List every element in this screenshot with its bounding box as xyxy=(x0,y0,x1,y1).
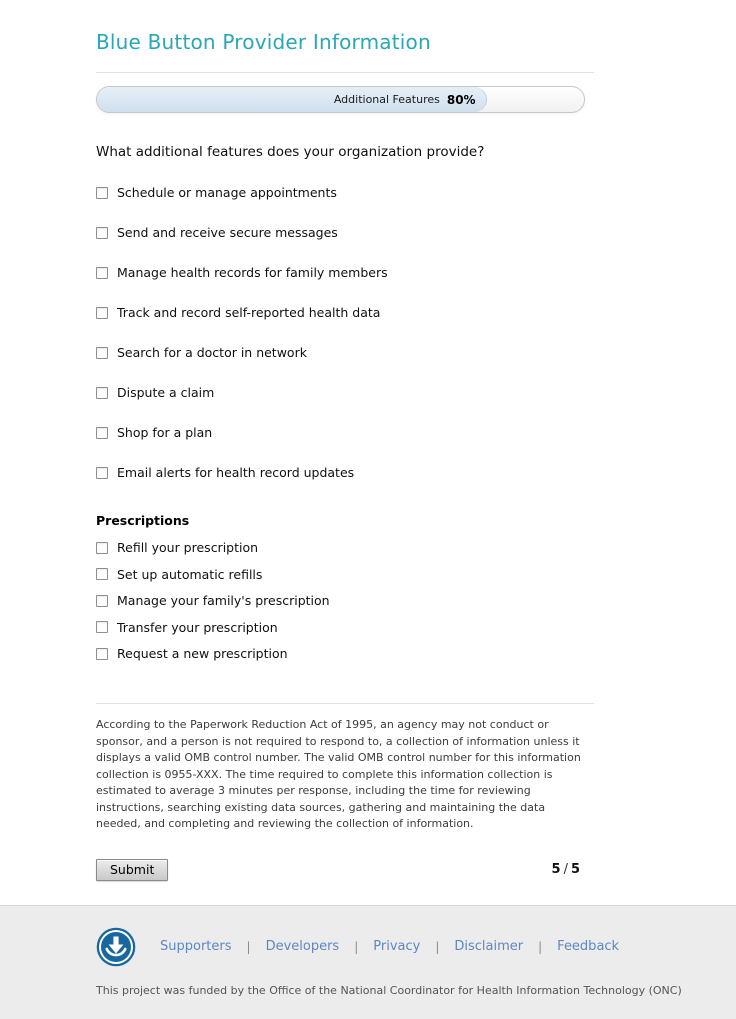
footer-link[interactable]: Privacy xyxy=(373,939,421,954)
page-separator: / xyxy=(563,862,568,877)
feature-option-label: Schedule or manage appointments xyxy=(117,185,337,200)
footer-link-item xyxy=(454,939,557,954)
footer-top-row xyxy=(96,927,736,967)
page-indicator xyxy=(552,862,580,877)
feature-checkbox[interactable] xyxy=(96,227,108,239)
funding-text: This project was funded by the Office of the National Coordinator for Health Information Technology (ONC) xyxy=(96,983,682,997)
submit-row xyxy=(96,859,586,905)
question-text: What additional features does your organization provide? xyxy=(96,144,485,160)
prescriptions-heading: Prescriptions xyxy=(96,513,190,528)
prescription-option-row[interactable] xyxy=(96,567,262,582)
footer-links xyxy=(160,939,619,954)
prescription-option-row[interactable] xyxy=(96,620,278,635)
feature-option-row[interactable] xyxy=(96,425,212,440)
feature-checkbox[interactable] xyxy=(96,427,108,439)
prescription-option-label: Transfer your prescription xyxy=(117,619,278,635)
prescription-checkbox[interactable] xyxy=(96,568,108,580)
feature-checkbox[interactable] xyxy=(96,267,108,279)
feature-option-row[interactable] xyxy=(96,465,354,480)
feature-checkbox[interactable] xyxy=(96,387,108,399)
footer-link[interactable]: Feedback xyxy=(557,939,620,954)
prescription-option-row[interactable] xyxy=(96,540,258,555)
footer-link[interactable]: Disclaimer xyxy=(454,939,524,954)
feature-option-label: Manage health records for family members xyxy=(117,265,388,280)
page-total: 5 xyxy=(570,862,580,877)
prescriptions-checkbox-list xyxy=(96,540,640,661)
feature-option-row[interactable] xyxy=(96,225,338,240)
footer-link[interactable]: Supporters xyxy=(160,939,232,954)
progress-bar xyxy=(96,86,585,113)
feature-option-row[interactable] xyxy=(96,265,388,280)
prescription-option-row[interactable] xyxy=(96,593,330,608)
prescription-checkbox[interactable] xyxy=(96,542,108,554)
prescription-checkbox[interactable] xyxy=(96,595,108,607)
feature-option-label: Shop for a plan xyxy=(117,425,213,440)
footer-link-item xyxy=(557,939,619,954)
feature-checkbox[interactable] xyxy=(96,187,108,199)
bottom-divider xyxy=(96,703,594,704)
footer-link[interactable]: Developers xyxy=(265,939,340,954)
paperwork-reduction-notice: According to the Paperwork Reduction Act of 1995, an agency may not conduct or sponsor, and a person is not required to respond to, a collection of information unless it displays a valid OMB control number. The valid OMB control number for this information collection is 0955-XXX. The time required to complete this information collection is estimated to average 3 minutes per response, including the time for reviewing instructions, searching existing data sources, gathering and maintaining the data needed, and completing and reviewing the collection of information. xyxy=(96,718,581,830)
progress-percent: 80% xyxy=(446,92,476,107)
footer xyxy=(0,905,736,1019)
feature-option-label: Email alerts for health record updates xyxy=(117,465,355,480)
footer-link-item xyxy=(266,939,374,954)
prescription-checkbox[interactable] xyxy=(96,621,108,633)
feature-option-row[interactable] xyxy=(96,385,214,400)
feature-option-row[interactable] xyxy=(96,345,307,360)
blue-button-logo-icon xyxy=(96,927,136,967)
prescription-option-label: Manage your family's prescription xyxy=(117,593,330,608)
top-divider xyxy=(96,72,594,73)
progress-label: Additional Features xyxy=(333,93,440,106)
footer-link-item xyxy=(373,939,454,954)
feature-option-row[interactable] xyxy=(96,185,337,200)
feature-checkbox[interactable] xyxy=(96,467,108,479)
prescription-option-label: Refill your prescription xyxy=(117,540,259,555)
progress-bar-fill xyxy=(97,87,487,112)
feature-option-label: Send and receive secure messages xyxy=(117,225,338,240)
feature-checkbox[interactable] xyxy=(96,347,108,359)
feature-checkbox[interactable] xyxy=(96,307,108,319)
prescription-option-row[interactable] xyxy=(96,646,288,661)
prescription-option-label: Request a new prescription xyxy=(117,646,288,661)
feature-option-label: Track and record self-reported health data xyxy=(117,305,381,320)
feature-option-row[interactable] xyxy=(96,305,380,320)
footer-link-item xyxy=(160,939,266,954)
feature-option-label: Dispute a claim xyxy=(117,385,215,400)
prescription-option-label: Set up automatic refills xyxy=(117,566,263,582)
page-current: 5 xyxy=(551,862,561,877)
submit-button[interactable]: Submit xyxy=(96,859,168,881)
feature-option-label: Search for a doctor in network xyxy=(117,345,307,360)
prescription-checkbox[interactable] xyxy=(96,648,108,660)
page-title: Blue Button Provider Information xyxy=(96,30,431,54)
features-checkbox-list xyxy=(96,185,640,480)
